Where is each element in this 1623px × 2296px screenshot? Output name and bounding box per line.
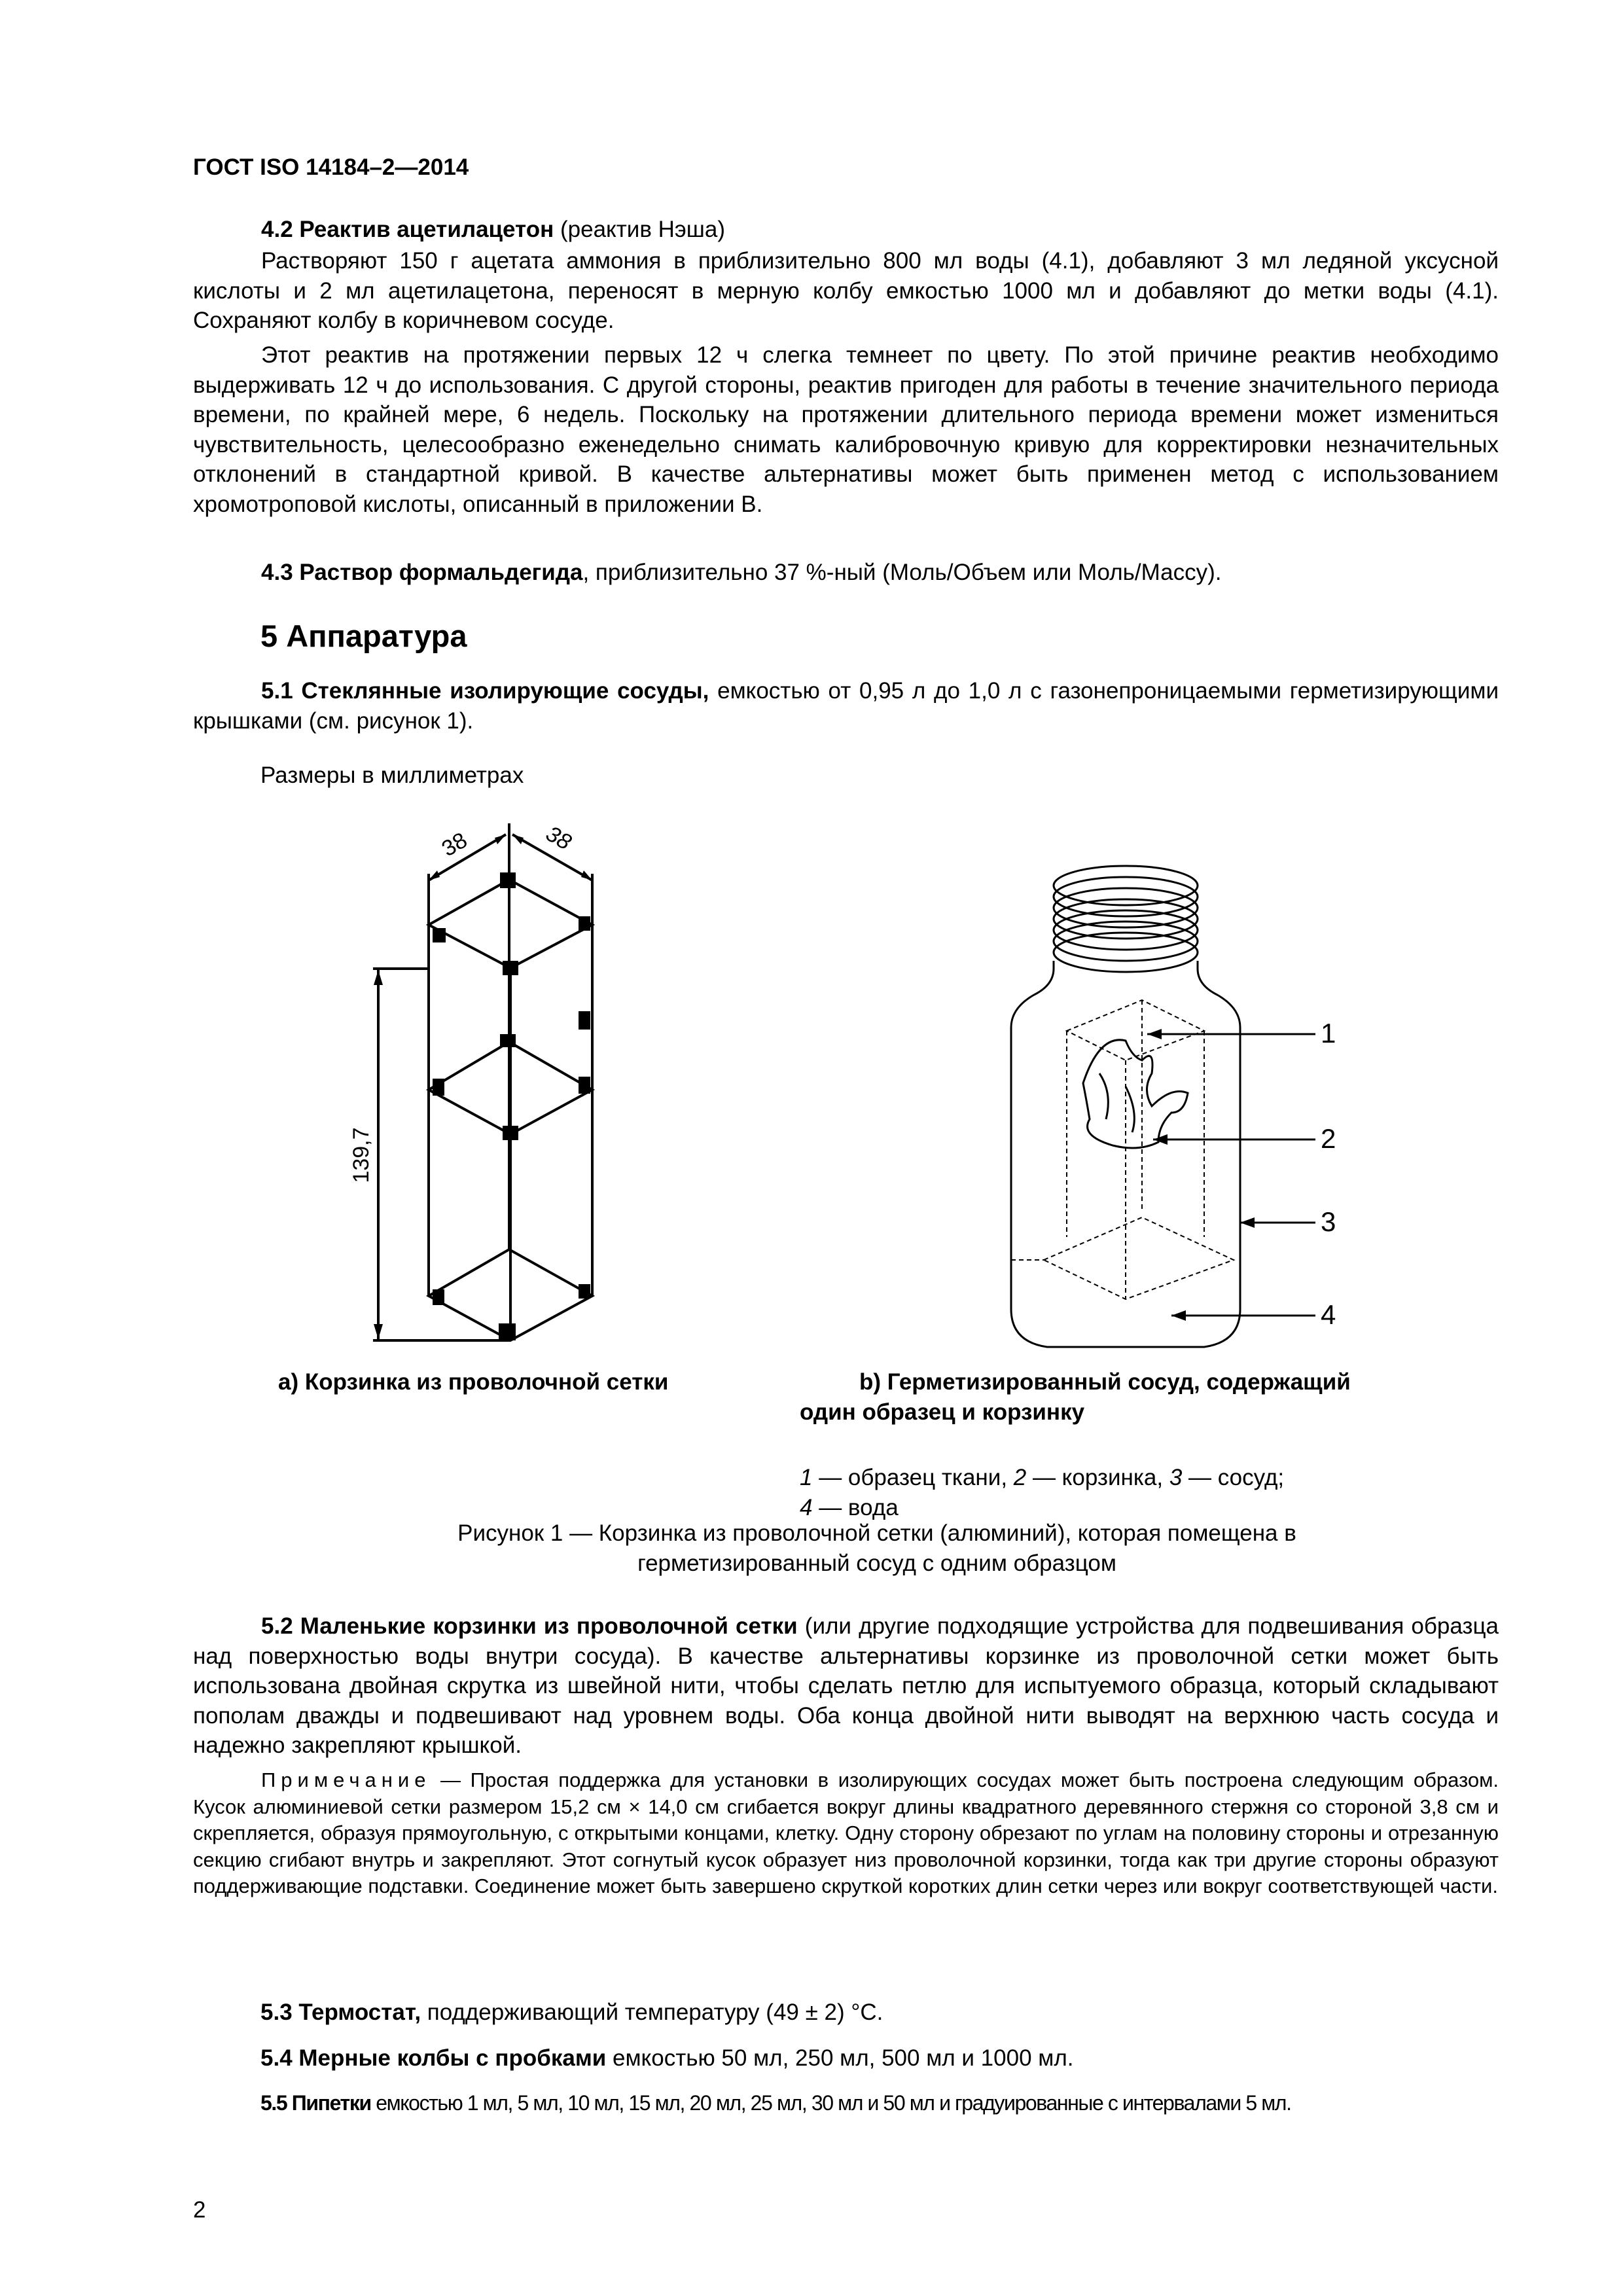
caption-b-line1: b) Герметизированный сосуд, содержащий <box>859 1369 1351 1395</box>
caption-b-line2: один образец и корзинку <box>800 1399 1085 1425</box>
callout-3: 3 <box>1321 1206 1336 1237</box>
legend-number-2: 2 <box>1013 1465 1027 1490</box>
legend-number-1: 1 <box>800 1465 813 1490</box>
section-5-4-title: 5.4 Мерные колбы с пробками <box>260 2045 607 2071</box>
wire-basket-figure <box>349 805 628 1361</box>
note-text: — Простая поддержка для установки в изолирующих сосудах может быть построена следующим образом. Кусок алюминиевой сетки размером 15,2 см × 14,0 см сгибается вокруг длины квадратного деревянного стержня со стороной 3,8 см и скрепляется, образуя прямоугольную, с открытыми концами, клетку. Одну сторону обрезают по углам на половину стороны и отрезанную секцию сгибают внутрь и закрепляют. Этот согнутый кусок образует низ проволочной корзинки, тогда как три другие стороны образуют поддерживающие подставки. Соединение может быть завершено скруткой коротких длин сетки через или вокруг соответствующей части. <box>193 1768 1499 1897</box>
section-5-heading: 5 Аппаратура <box>260 619 467 653</box>
legend-text-1: — образец ткани, <box>812 1465 1014 1490</box>
section-5-5-title: 5.5 Пипетки <box>260 2091 371 2115</box>
callout-1: 1 <box>1321 1018 1336 1049</box>
section-5-1-text: емкостью от 0,95 л до 1,0 л с газонепроницаемыми герметизирующими крышками (см. рисунок 1). <box>193 678 1499 734</box>
dimensions-note: Размеры в миллиметрах <box>260 762 524 788</box>
dimension-height: 139,7 <box>349 1127 374 1183</box>
section-5-2-title: 5.2 Маленькие корзинки из проволочной сетки <box>261 1613 798 1639</box>
section-5-1-title: 5.1 Стеклянные изолирующие сосуды, <box>261 678 709 704</box>
section-5-3-title: 5.3 Термостат, <box>260 2000 421 2025</box>
paragraph-5-1 <box>193 676 1499 736</box>
section-4-3-text: , приблизительно 37 %-ный (Моль/Объем или Моль/Массу). <box>582 560 1222 585</box>
section-5-4-text: емкостью 50 мл, 250 мл, 500 мл и 1000 мл. <box>606 2045 1074 2071</box>
caption-a: a) Корзинка из проволочной сетки <box>278 1369 669 1395</box>
paragraph-4-2-title <box>193 215 1499 245</box>
section-4-2-title-rest: (реактив Нэша) <box>554 217 725 242</box>
callout-2: 2 <box>1321 1123 1336 1154</box>
document-header: ГОСТ ISO 14184–2—2014 <box>193 154 469 180</box>
legend-text-4: — вода <box>812 1495 899 1520</box>
note-paragraph <box>193 1767 1499 1900</box>
section-5-2-text: (или другие подходящие устройства для подвешивания образца над поверхностью воды внутри сосуда). В качестве альтернативы корзинке из проволочной сетки может быть использована двойная скрутка из швейной нити, чтобы сделать петлю для испытуемого образца, который складывают пополам дважды и подвешивают над уровнем воды. Оба конца двойной нити выводят на верхнюю часть сосуда и надежно закрепляют крышкой. <box>193 1613 1499 1758</box>
section-4-2-title: 4.2 Реактив ацетилацетон <box>261 217 554 242</box>
figure-legend <box>800 1463 1454 1523</box>
note-label: Примечание <box>261 1768 431 1791</box>
item-5-3 <box>260 2000 883 2026</box>
legend-text-3: — сосуд; <box>1182 1465 1285 1490</box>
figure-title <box>340 1518 1414 1579</box>
page-number: 2 <box>193 2197 206 2223</box>
paragraph-4-2-1: Растворяют 150 г ацетата аммония в приблизительно 800 мл воды (4.1), добавляют 3 мл ледяной уксусной кислоты и 2 мл ацетилацетона, переносят в мерную колбу емкостью 1000 мл и добавляют до метки воды (4.1). Сохраняют колбу в коричневом сосуде. <box>193 248 1499 333</box>
paragraph-4-2-2: Этот реактив на протяжении первых 12 ч слегка темнеет по цвету. По этой причине реактив необходимо выдерживать 12 ч до использования. С другой стороны, реактив пригоден для работы в течение значительного периода времени, по крайней мере, 6 недель. Поскольку на протяжении длительного периода времени может измениться чувствительность, целесообразно еженедельно снимать калибровочную кривую для корректировки незначительных отклонений в стандартной кривой. В качестве альтернативы может быть применен метод с использованием хромотроповой кислоты, описанный в приложении В. <box>193 342 1499 517</box>
figure-title-line1: Рисунок 1 — Корзинка из проволочной сетки (алюминий), которая помещена в <box>457 1520 1296 1546</box>
section-5-5-text: емкостью 1 мл, 5 мл, 10 мл, 15 мл, 20 мл, 25 мл, 30 мл и 50 мл и градуированные с интервалами 5 мл. <box>370 2091 1291 2115</box>
legend-number-3: 3 <box>1169 1465 1183 1490</box>
paragraph-5-2 <box>193 1611 1499 1761</box>
dimension-width-left: 38 <box>437 827 472 862</box>
item-5-5 <box>260 2091 1291 2115</box>
sealed-jar-figure <box>995 844 1414 1368</box>
item-5-4 <box>260 2045 1073 2072</box>
paragraph-4-3 <box>193 558 1499 588</box>
dimension-width-right: 38 <box>541 821 576 855</box>
section-5-3-text: поддерживающий температуру (49 ± 2) °С. <box>421 2000 883 2025</box>
legend-text-2: — корзинка, <box>1026 1465 1169 1490</box>
figure-title-line2: герметизированный сосуд с одним образцом <box>637 1551 1116 1576</box>
callout-4: 4 <box>1321 1299 1336 1330</box>
legend-number-4: 4 <box>800 1495 813 1520</box>
section-4-3-title: 4.3 Раствор формальдегида <box>261 560 583 585</box>
